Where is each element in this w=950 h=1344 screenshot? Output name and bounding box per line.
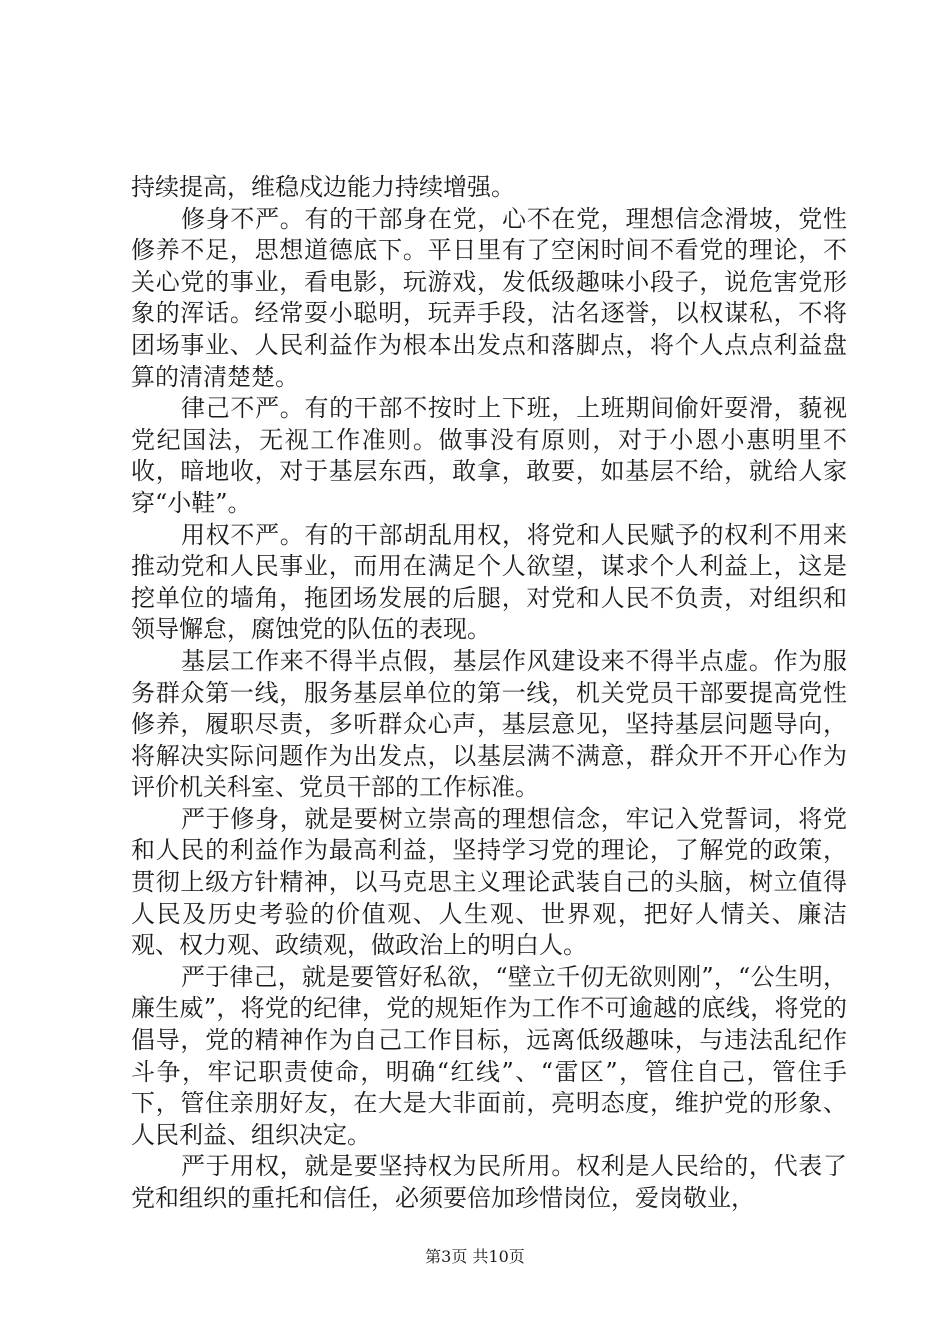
paragraph-4: 用权不严。有的干部胡乱用权，将党和人民赋予的权利不用来推动党和人民事业，而用在满足个人欲望，谋求个人利益上，这是挖单位的墙角，拖团场发展的后腿，对党和人民不负责，对组织和领导懈怠，腐蚀党的队伍的表现。 [131,520,847,644]
paragraph-6: 严于修身，就是要树立崇高的理想信念，牢记入党誓词，将党和人民的利益作为最高利益，坚持学习党的理论，了解党的政策，贯彻上级方针精神，以马克思主义理论武装自己的头脑，树立值得人民及历史考验的价值观、人生观、世界观，把好人情关、廉洁观、权力观、政绩观，做政治上的明白人。 [131,804,847,960]
page-footer: 第3页 共10页 [425,1247,525,1266]
document-body [131,172,847,1215]
paragraph-5: 基层工作来不得半点假，基层作风建设来不得半点虚。作为服务群众第一线，服务基层单位的第一线，机关党员干部要提高党性修养，履职尽责，多听群众心声，基层意见，坚持基层问题导向，将解决实际问题作为出发点，以基层满不满意，群众开不开心作为评价机关科室、党员干部的工作标准。 [131,646,847,802]
paragraph-3: 律己不严。有的干部不按时上下班，上班期间偷奸耍滑，藐视党纪国法，无视工作准则。做事没有原则，对于小恩小惠明里不收，暗地收，对于基层东西，敢拿，敢要，如基层不给，就给人家穿“小鞋”。 [131,394,847,517]
paragraph-1: 持续提高，维稳戍边能力持续增强。 [131,173,515,201]
paragraph-8: 严于用权，就是要坚持权为民所用。权利是人民给的，代表了党和组织的重托和信任，必须要倍加珍惜岗位，爱岗敬业， [131,1152,847,1212]
paragraph-2: 修身不严。有的干部身在党，心不在党，理想信念滑坡，党性修养不足，思想道德底下。平日里有了空闲时间不看党的理论，不关心党的事业，看电影，玩游戏，发低级趣味小段子，说危害党形象的浑话。经常耍小聪明，玩弄手段，沽名逐誉，以权谋私，不将团场事业、人民利益作为根本出发点和落脚点，将个人点点利益盘算的清清楚楚。 [131,204,847,391]
paragraph-7: 严于律己，就是要管好私欲，“壁立千仞无欲则刚”，“公生明，廉生威”，将党的纪律，党的规矩作为工作不可逾越的底线，将党的倡导，党的精神作为自己工作目标，远离低级趣味，与违法乱纪作斗争，牢记职责使命，明确“红线”、“雷区”，管住自己，管住手下，管住亲朋好友，在大是大非面前，亮明态度，维护党的形象、人民利益、组织决定。 [131,962,847,1149]
